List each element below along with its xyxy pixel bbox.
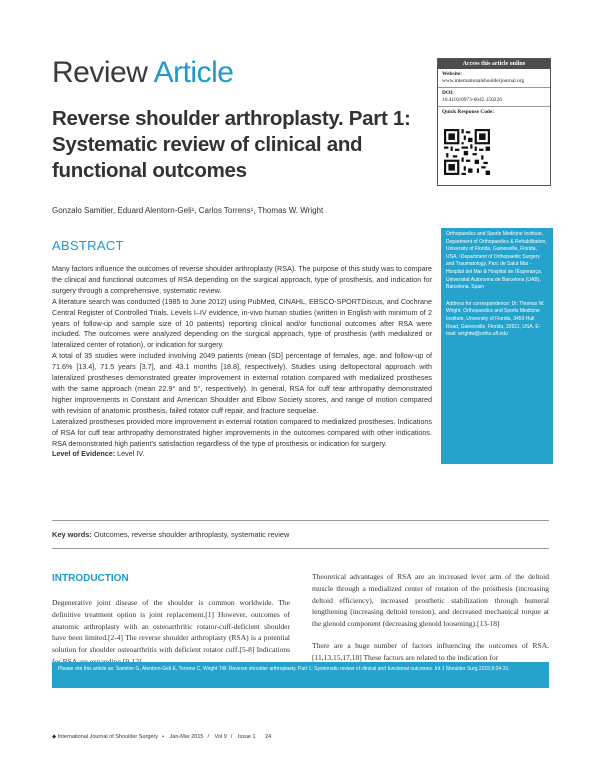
intro-column-right (312, 571, 549, 674)
affiliation-text: Orthopaedics and Sports Medicine Institute, Department of Orthopaedics & Rehabilitation, University of Florida, Gainesville, Florida, USA, ¹Department of Orthopaedic Surgery and Traumatology, Parc de Salut Mar - Hospital del Mar & Hospital de l'Esperança, Universitat Autonoma de Barcelona (UAB), Barcelona, Spain (446, 231, 547, 291)
introduction-heading: INTRODUCTION (52, 573, 129, 584)
doi-row (438, 88, 550, 107)
citation-bar: Please cite this article as: Samitier G, Alentorn-Geli E, Torrens C, Wright TW. Reverse shoulder arthroplasty. Part 1: Systematic review of clinical and functional outcomes. Int J Shoulder Surg 2015;9:24-31. (52, 662, 549, 688)
intro-paragraph: Degenerative joint disease of the shoulder is common worldwide. The definitive treatment option is joint replacement.[1] However, outcomes of anatomic arthroplasty with an osteoarthritic rotator-cuff-deficient shoulder have been limited.[2-4] The reverse shoulder arthroplasty (RSA) is a potential solution for shoulder osteoarthritis with deficient rotator cuff.[5-8] Indications (52, 598, 290, 655)
page-footer: ◆ International Journal of Shoulder Surgery • Jan-Mar 2015 / Vol 9 / Issue 1 24 (52, 734, 272, 740)
abstract-paragraph: Many factors influence the outcomes of reverse shoulder arthroplasty (RSA). The purpose of this study was to compare the clinical and functional outcomes of RSA depending on the surgical approach, type of prosthesis, and indication for surgery through a comprehensive, systematic review. (52, 264, 432, 295)
intro-paragraph: Theoretical advantages of RSA are an increased lever arm of the deltoid muscle through a medialized center of rotation of the prosthesis (increasing deltoid efficiency), increased prosthetic stabilization through humeral lengthening (increasing deltoid tension), and decreased mechanical torque at the glenoid component (decreasing glenoid loosening).[13-18] (312, 572, 549, 629)
qr-label: Quick Response Code: (442, 109, 495, 115)
correspondence-text: Address for correspondence: Dr. Thomas W. Wright, Orthopaedics and Sports Medicine Institute, University of Florida, 3450 Hull Road, Gainesville, Florida, 32611, USA. E-mail: wrightw@ortho.ufl.edu (446, 300, 545, 338)
website-label: Website: (442, 71, 463, 77)
abstract-paragraph: A total of 35 studies were included involving 2049 patients (mean [SD] percentage of females, age, and follow-up of 71.6% [13.4], 71.5 years [3.7], and 43.1 months [18.8], respectively). Studies using deltopectoral approach with lateralized prostheses demonstrated greater improvement in external rotation compared with medialized prostheses with the same approach (mean 22.9° and 5°, respectively). In general, RSA for cuff tear arthropathy demonstrated higher improvements in Constant and American Shoulder and Elbow Society scores, and range of motion compared with revision of anatomic prosthesis, failed rotator cuff repair, and fracture sequelae. (52, 351, 432, 415)
divider (52, 520, 549, 521)
loe-value: Level IV. (117, 449, 145, 459)
journal-name: International Journal of Shoulder Surgery (57, 734, 159, 740)
page-number: 24 (265, 734, 272, 740)
intro-paragraph: There are a huge number of factors influencing the outcomes of RSA.[11,13,15,17,18] These factors are related to the indication for (312, 640, 549, 662)
affiliation-box (441, 228, 553, 464)
keywords-label: Key words: (52, 530, 92, 539)
access-box-heading: Access this article online (438, 59, 550, 69)
bullet-icon: ◆ (52, 734, 57, 740)
keywords (52, 530, 289, 539)
abstract-paragraph: A literature search was conducted (1985 to June 2012) using PubMed, CINAHL, EBSCO-SPORTDiscus, and Cochrane Central Register of Controlled Trials. Levels I–IV evidence, in-vivo human studies (written in English with minimum of 2 years of follow-up and sample size of 10 patients) reporting clinical and/or functional outcomes after RSA were included. The outcomes were analyzed depending on the surgical approach, type of prosthesis (with medialized or lateralized center of rotation), or indication for surgery. (52, 296, 432, 350)
abstract-paragraph: Lateralized prostheses provided more improvement in external rotation compared to medialized prostheses. Indications of RSA for cuff tear arthropathy demonstrated higher improvements in the outcomes compared with other indications. RSA demonstrated high patient's satisfaction regardless of the type of prosthesis or indication for surgery. (52, 416, 432, 448)
access-box (437, 58, 551, 186)
article-title: Reverse shoulder arthroplasty. Part 1: Systematic review of clinical and functional outcomes (52, 107, 411, 182)
abstract-body (52, 264, 432, 460)
level-of-evidence (52, 449, 432, 460)
keywords-value: Outcomes, reverse shoulder arthroplasty, systematic review (93, 530, 290, 539)
authors: Gonzalo Samitier, Eduard Alentorn-Geli¹, Carlos Torrens¹, Thomas W. Wright (52, 206, 324, 215)
doi-value[interactable]: 10.4103/0973-6042.150226 (442, 97, 502, 103)
doi-label: DOI: (442, 90, 454, 96)
qr-code-icon[interactable] (444, 129, 490, 175)
website-link[interactable]: www.internationalshoulderjournal.org (442, 78, 525, 84)
volume: Vol 9 (214, 734, 227, 740)
article-type-heading (52, 56, 233, 90)
loe-label: Level of Evidence: (52, 449, 116, 459)
divider (52, 548, 549, 549)
qr-row (438, 107, 550, 118)
issue-date: Jan-Mar 2015 (169, 734, 204, 740)
review-word: Review (52, 56, 148, 89)
issue-number: Issue 1 (237, 734, 256, 740)
article-word: Article (153, 56, 234, 89)
abstract-heading: ABSTRACT (52, 238, 124, 253)
website-row (438, 69, 550, 88)
